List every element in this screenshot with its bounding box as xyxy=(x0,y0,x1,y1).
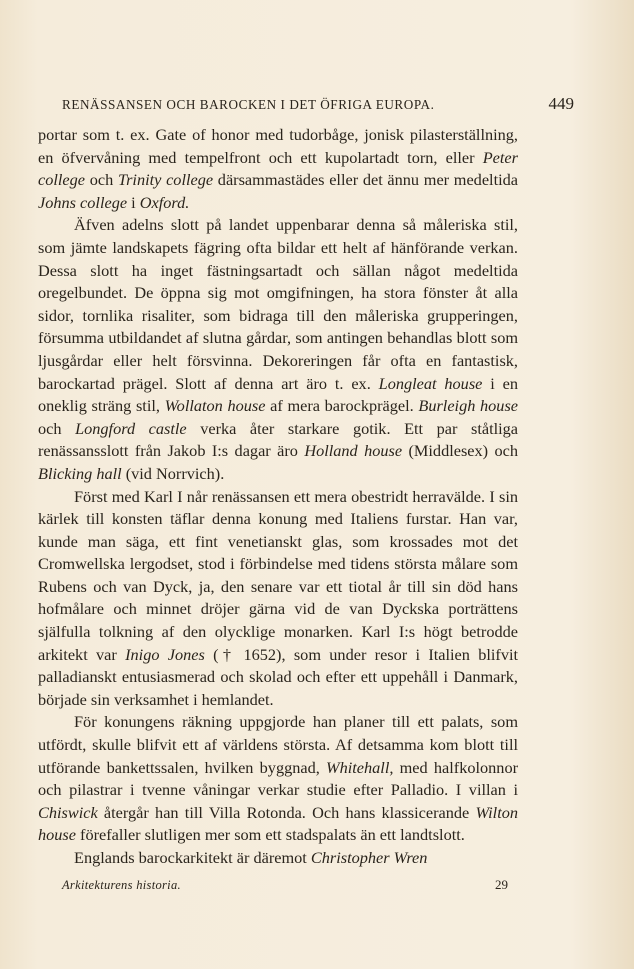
text-run: (vid Norrvich). xyxy=(121,463,225,483)
text-run: i xyxy=(127,192,140,212)
italic-term: Trinity college xyxy=(117,170,214,190)
italic-term: Johns college xyxy=(38,192,128,212)
book-title: Arkitekturens historia. xyxy=(62,878,181,892)
text-run: För konungens räkning uppgjorde han planer till ett palats, som utfördt, skulle blifvit ett af världens största. Af detsamma kom blott till utförande bankettssalen, hvilken byggnad, xyxy=(38,712,518,777)
text-run: därsammastädes eller det ännu mer medeltida xyxy=(213,170,518,190)
paragraph xyxy=(38,711,518,847)
italic-term: Wollaton house xyxy=(164,396,266,416)
text-run: återgår han till Villa Rotonda. Och hans klassicerande xyxy=(97,802,476,822)
text-run: verka åter starkare gotik. Ett par ståtliga renässansslott från Jakob I:s dagar äro xyxy=(38,418,519,461)
text-run: af mera barockprägel. xyxy=(265,396,419,416)
italic-term: Whitehall, xyxy=(326,757,394,777)
page-number: 449 xyxy=(548,94,574,113)
signature-mark: 29 xyxy=(495,877,508,892)
italic-term: Oxford. xyxy=(139,192,190,212)
italic-term: Inigo Jones xyxy=(125,644,205,664)
text-run: med halfkolonnor och pilastrar i tvenne våningar verkar studie efter Palladio. I villan i xyxy=(38,757,519,800)
running-header xyxy=(62,94,574,114)
text-run: i en oneklig sträng stil, xyxy=(38,373,519,416)
text-run: och xyxy=(38,418,76,438)
text-run: förefaller slutligen mer som ett stadspalats än ett landtslott. xyxy=(75,825,465,845)
text-run: Äfven adelns slott på landet uppenbarar denna så måleriska stil, som jämte landskapets fägring ofta bildar ett helt af hänförande verkan. Dessa slott ha inget fästningsartadt och sällan något medeltida oregelbundet. De öppna sig mot omgifningen, ha stora fönster åt alla sidor, tornlika risaliter, som bidraga till den måleriska grupperingen, försumma utbildandet af slutna gårdar, som antingen behandlas blott som ljusgårdar eller helt försvinna. Dekoreringen får ofta en fantastisk, barockartad prägel. Slott af denna art äro t. ex. xyxy=(38,215,518,393)
italic-term: Holland house xyxy=(304,441,403,461)
italic-term: Peter college xyxy=(38,147,518,190)
paragraph xyxy=(38,214,518,485)
italic-term: Blicking hall xyxy=(38,463,122,483)
body-text xyxy=(38,124,518,870)
paragraph xyxy=(38,847,518,870)
paragraph xyxy=(38,486,518,712)
text-run: Englands barockarkitekt är däremot xyxy=(74,848,311,867)
text-run: Först med Karl I når renässansen ett mera obestridt herravälde. I sin kärlek till konsten täflar denna konung med Italiens furstar. Han var, kunde man säga, ett fint venetianskt glas, som krossades mot det Cromwellska lergodset, stod i förbindelse med tidens största målare som Rubens och van Dyck, ja, den senare var ett tiotal år till sin död hans hofmålare och minnet dröjer gärna vid de van Dyckska porträttens själfulla tolkning af den olycklige monarken. Karl I:s högt betrodde arkitekt var xyxy=(38,486,518,664)
italic-term: Chiswick xyxy=(38,802,98,822)
page-footer xyxy=(62,877,508,893)
text-run: och xyxy=(85,170,118,190)
italic-term: Christopher Wren xyxy=(310,848,428,867)
italic-term: Wilton house xyxy=(38,802,518,845)
chapter-title: RENÄSSANSEN OCH BAROCKEN I DET ÖFRIGA EUROPA. xyxy=(62,97,435,112)
text-run: (Middlesex) och xyxy=(402,441,519,461)
italic-term: Longford castle xyxy=(75,418,187,438)
italic-term: Longleat house xyxy=(378,373,483,393)
text-run: († 1652), som under resor i Italien blifvit palladianskt entusiasmerad och skolad och efter ett uppehåll i Danmark, började sin verksamhet i hemlandet. xyxy=(38,644,519,709)
text-run: portar som t. ex. Gate of honor med tudorbåge, jonisk pilasterställning, en öfvervåning med tempelfront och ett kupolartadt torn, eller xyxy=(38,125,518,167)
paragraph xyxy=(38,124,518,214)
italic-term: Burleigh house xyxy=(418,396,519,416)
